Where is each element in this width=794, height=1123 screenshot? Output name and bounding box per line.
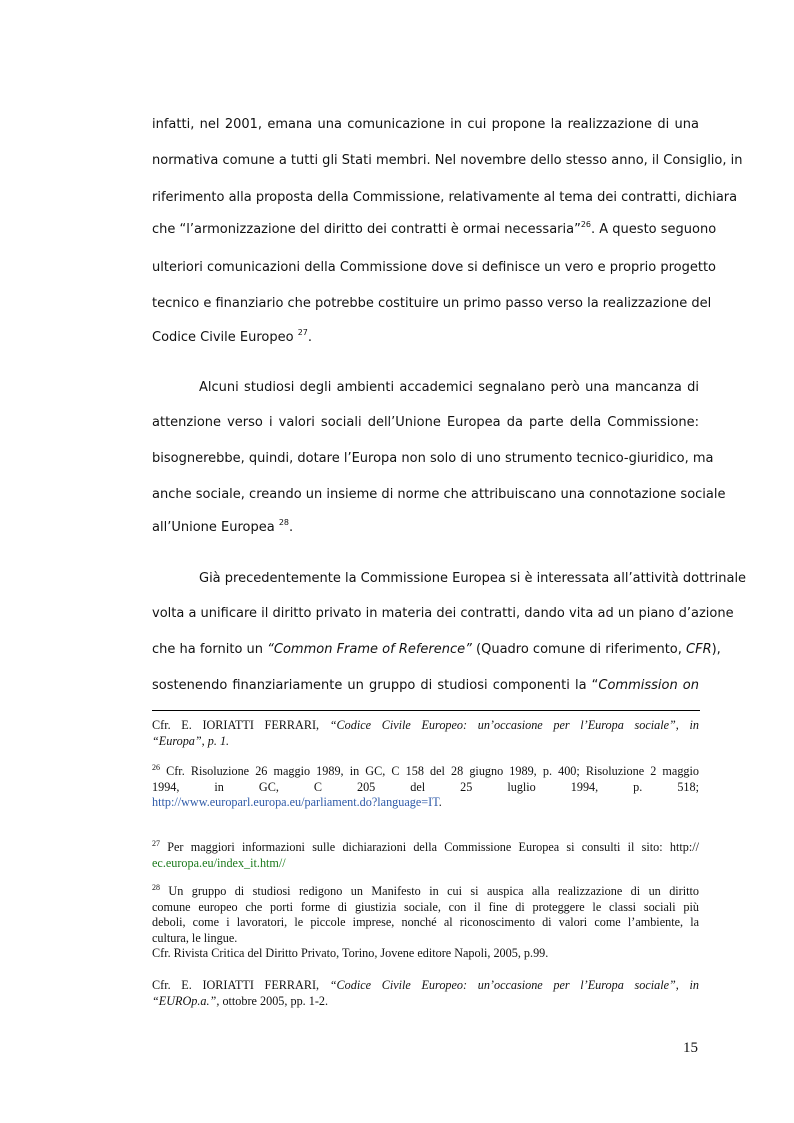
footnote-line: comune europeo che porti forme di giustizia sociale, con il fine di proteggere le classi sociali più	[152, 899, 699, 914]
text-line	[152, 678, 699, 693]
text-line: ulteriori comunicazioni della Commissione dove si definisce un vero e proprio progetto	[152, 260, 716, 275]
italic-term: “Common Frame of Reference”	[267, 642, 472, 657]
text-line: infatti, nel 2001, emana una comunicazione in cui propone la realizzazione di una	[152, 117, 699, 132]
text-line: tecnico e finanziario che potrebbe costituire un primo passo verso la realizzazione del	[152, 296, 712, 311]
line-text: sostenendo finanziariamente un gruppo di studiosi componenti la “	[152, 678, 599, 693]
text-line: attenzione verso i valori sociali dell’Unione Europea da parte della Commissione:	[152, 415, 699, 430]
line-text: .	[289, 520, 294, 535]
footnote-ref[interactable]: 27	[297, 328, 308, 337]
text-line	[152, 220, 717, 237]
text-line: volta a unificare il diritto privato in materia dei contratti, dando vita ad un piano d’azione	[152, 606, 734, 621]
italic-term: CFR	[686, 642, 712, 657]
footnote-line: Cfr. E. IORIATTI FERRARI, “Codice Civile Europeo: un’occasione per l’Europa sociale”, in	[152, 718, 700, 732]
footnote-ref[interactable]: 26	[580, 220, 592, 229]
text-line: normativa comune a tutti gli Stati membri. Nel novembre dello stesso anno, il Consiglio, in	[152, 153, 743, 168]
footnote-line: $^{28}$ Un gruppo di studiosi redigono un Manifesto in cui si auspica alla realizzazione di un diritto	[152, 883, 699, 898]
footnote-28	[152, 884, 699, 962]
footnote-line: $^{27}$ Per maggiori informazioni sulle dichiarazioni della Commissione Europea si consulti il sito: http://	[152, 839, 699, 854]
line-text: (Quadro comune di riferimento,	[471, 642, 687, 657]
footnote-separator	[152, 710, 700, 711]
text-line	[152, 642, 721, 657]
text-line: bisognerebbe, quindi, dotare l’Europa non solo di uno strumento tecnico-giuridico, ma	[152, 451, 714, 466]
footnote-27	[152, 840, 699, 871]
text-line	[152, 520, 699, 535]
footnote-line: “EUROp.a.”, ottobre 2005, pp. 1-2.	[152, 993, 329, 1008]
text-line	[152, 330, 699, 345]
footnote-line: “Europa”, p. 1.	[152, 733, 230, 748]
page-number: 15	[683, 1040, 698, 1056]
footnote-line: Cfr. Rivista Critica del Diritto Privato, Torino, Jovene editore Napoli, 2005, p.99.	[152, 946, 549, 960]
line-text: .	[307, 330, 313, 345]
footnote-line: http://www.europarl.europa.eu/parliament.do?language=IT.	[152, 795, 442, 809]
footnote-28-citation	[152, 978, 699, 1009]
italic-term: Commission on	[598, 678, 699, 693]
line-text: . A questo seguono	[591, 222, 717, 237]
footnote-ref[interactable]: 28	[278, 518, 290, 527]
text-line: anche sociale, creando un insieme di norme che attribuiscano una connotazione sociale	[152, 487, 726, 502]
footnote-link[interactable]: ec.europa.eu/index_it.htm//	[152, 855, 286, 870]
line-text: Codice Civile Europeo	[152, 330, 298, 345]
line-text: all’Unione Europea	[152, 520, 279, 535]
line-text: che ha fornito un	[152, 642, 268, 657]
footnote-continuation	[152, 718, 699, 749]
text-line: Già precedentemente la Commissione Europea si è interessata all’attività dottrinale	[199, 571, 747, 586]
footnote-line: $^{26}$ Cfr. Risoluzione 26 maggio 1989, in GC, C 158 del 28 giugno 1989, p. 400; Risoluzione 2 maggio	[152, 763, 699, 778]
footnote-line: Cfr. E. IORIATTI FERRARI, “Codice Civile Europeo: un’occasione per l’Europa sociale”, in	[152, 978, 700, 992]
text-line: riferimento alla proposta della Commissione, relativamente al tema dei contratti, dichiara	[152, 190, 738, 205]
footnote-link[interactable]: http://www.europarl.europa.eu/parliament.do?language=IT	[152, 795, 439, 809]
footnote-line: cultura, le lingue.	[152, 930, 238, 945]
footnote-line: deboli, come i lavoratori, le piccole imprese, nonché al riconoscimento di valori come l’ambiente, la	[152, 915, 699, 929]
text-line: Alcuni studiosi degli ambienti accademici segnalano però una mancanza di	[199, 380, 699, 395]
footnote-line: 1994, in GC, C 205 del 25 luglio 1994, p. 518;	[152, 779, 699, 794]
line-text: che “l’armonizzazione del diritto dei contratti è ormai necessaria”	[152, 222, 581, 237]
line-text: ),	[711, 642, 721, 657]
footnote-26	[152, 764, 699, 811]
